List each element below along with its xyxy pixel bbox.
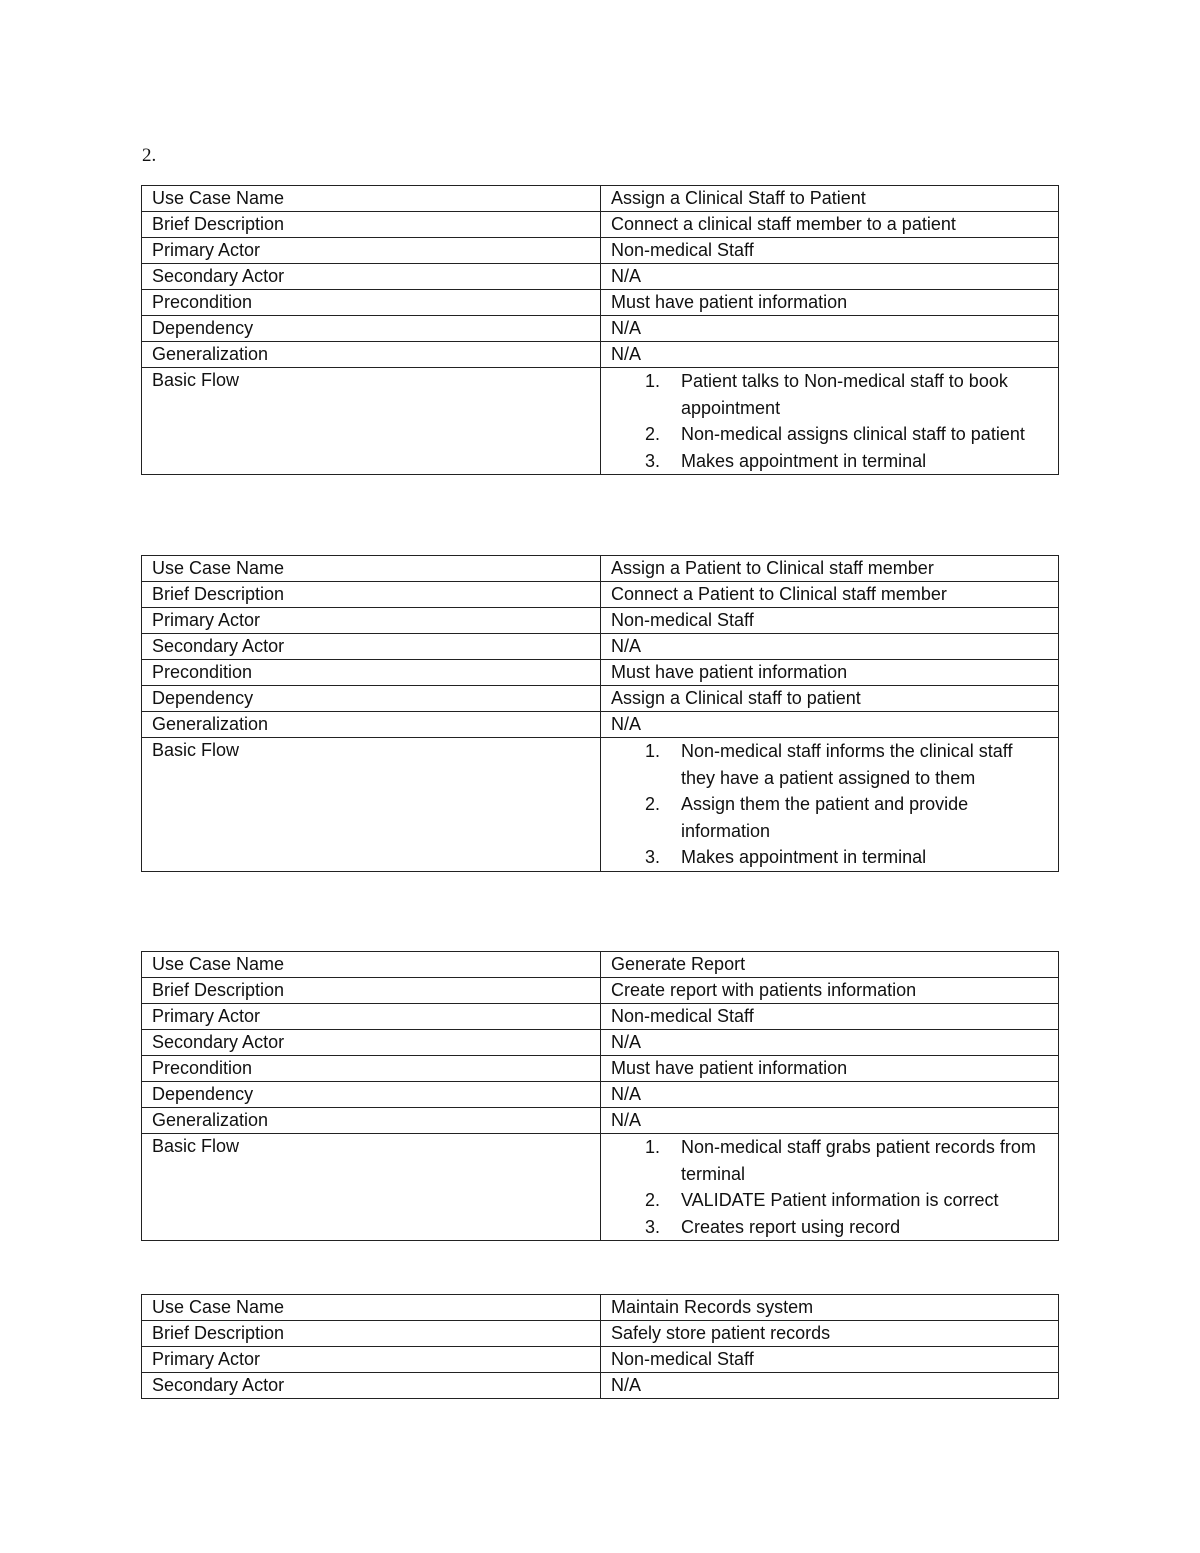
table-row	[142, 660, 1059, 686]
row-label: Basic Flow	[142, 368, 601, 475]
row-value: Safely store patient records	[601, 1321, 1059, 1347]
row-label: Basic Flow	[142, 738, 601, 872]
step-text: Non-medical staff informs the clinical staff they have a patient assigned to them	[681, 741, 1013, 788]
table-row	[142, 952, 1059, 978]
table-row	[142, 186, 1059, 212]
basic-flow-row	[142, 368, 1059, 475]
row-value: Maintain Records system	[601, 1295, 1059, 1321]
row-label: Secondary Actor	[142, 634, 601, 660]
table-row	[142, 978, 1059, 1004]
row-label: Generalization	[142, 712, 601, 738]
flow-step	[611, 791, 1048, 844]
section-number: 2.	[142, 145, 157, 166]
row-label: Dependency	[142, 1082, 601, 1108]
row-label: Brief Description	[142, 212, 601, 238]
table-row	[142, 582, 1059, 608]
flow-step	[611, 448, 1048, 475]
row-label: Use Case Name	[142, 186, 601, 212]
table-row	[142, 1321, 1059, 1347]
basic-flow-list	[611, 368, 1048, 474]
flow-step	[611, 421, 1048, 448]
row-label: Use Case Name	[142, 952, 601, 978]
row-value: Non-medical Staff	[601, 608, 1059, 634]
row-value: Non-medical Staff	[601, 1004, 1059, 1030]
row-label: Generalization	[142, 342, 601, 368]
row-label: Brief Description	[142, 1321, 601, 1347]
basic-flow-list-cell	[601, 738, 1059, 872]
table-row	[142, 1004, 1059, 1030]
step-number: 2.	[645, 1190, 661, 1210]
table-row	[142, 634, 1059, 660]
row-label: Primary Actor	[142, 1004, 601, 1030]
row-label: Secondary Actor	[142, 1373, 601, 1399]
row-value: Connect a clinical staff member to a patient	[601, 212, 1059, 238]
row-label: Dependency	[142, 686, 601, 712]
step-number: 3.	[645, 450, 661, 471]
row-label: Primary Actor	[142, 238, 601, 264]
row-label: Generalization	[142, 1108, 601, 1134]
table-row	[142, 712, 1059, 738]
row-value: Assign a Patient to Clinical staff member	[601, 556, 1059, 582]
row-value: N/A	[601, 264, 1059, 290]
row-label: Use Case Name	[142, 1295, 601, 1321]
step-text: Makes appointment in terminal	[681, 450, 927, 471]
table-row	[142, 556, 1059, 582]
flow-step	[611, 1134, 1048, 1187]
step-number: 3.	[645, 847, 661, 867]
step-text: Assign them the patient and provide information	[681, 794, 969, 841]
table-row	[142, 1030, 1059, 1056]
use-case-table	[141, 185, 1059, 475]
row-value: N/A	[601, 634, 1059, 660]
table-row	[142, 1347, 1059, 1373]
use-case-table	[141, 555, 1059, 872]
table-row	[142, 342, 1059, 368]
row-label: Secondary Actor	[142, 264, 601, 290]
row-label: Primary Actor	[142, 608, 601, 634]
row-value: N/A	[601, 1108, 1059, 1134]
table-row	[142, 316, 1059, 342]
basic-flow-row	[142, 738, 1059, 872]
basic-flow-list-cell	[601, 1134, 1059, 1241]
row-value: Must have patient information	[601, 1056, 1059, 1082]
basic-flow-row	[142, 1134, 1059, 1241]
row-value: Connect a Patient to Clinical staff member	[601, 582, 1059, 608]
row-label: Use Case Name	[142, 556, 601, 582]
step-number: 2.	[645, 794, 661, 814]
row-label: Precondition	[142, 290, 601, 316]
basic-flow-list	[611, 1134, 1048, 1240]
row-value: Assign a Clinical staff to patient	[601, 686, 1059, 712]
table-row	[142, 212, 1059, 238]
flow-step	[611, 368, 1048, 421]
table-row	[142, 1295, 1059, 1321]
row-value: N/A	[601, 342, 1059, 368]
row-label: Precondition	[142, 1056, 601, 1082]
row-value: Must have patient information	[601, 660, 1059, 686]
step-text: Creates report using record	[681, 1216, 901, 1237]
table-row	[142, 608, 1059, 634]
row-value: N/A	[601, 712, 1059, 738]
table-row	[142, 1108, 1059, 1134]
basic-flow-list-cell	[601, 368, 1059, 475]
step-number: 1.	[645, 741, 661, 761]
step-text: Patient talks to Non-medical staff to book appointment	[681, 371, 1008, 418]
table-row	[142, 1082, 1059, 1108]
step-text: Non-medical staff grabs patient records from terminal	[681, 1137, 1036, 1184]
row-value: N/A	[601, 1030, 1059, 1056]
row-value: Non-medical Staff	[601, 238, 1059, 264]
flow-step	[611, 1214, 1048, 1241]
table-row	[142, 1373, 1059, 1399]
row-label: Precondition	[142, 660, 601, 686]
use-case-table	[141, 1294, 1059, 1399]
table-row	[142, 290, 1059, 316]
step-number: 2.	[645, 424, 661, 444]
row-value: Assign a Clinical Staff to Patient	[601, 186, 1059, 212]
row-label: Brief Description	[142, 978, 601, 1004]
row-value: Non-medical Staff	[601, 1347, 1059, 1373]
row-label: Dependency	[142, 316, 601, 342]
row-value: Must have patient information	[601, 290, 1059, 316]
flow-step	[611, 1187, 1048, 1214]
row-value: Create report with patients information	[601, 978, 1059, 1004]
use-case-table	[141, 951, 1059, 1241]
row-label: Secondary Actor	[142, 1030, 601, 1056]
step-number: 3.	[645, 1216, 661, 1237]
step-number: 1.	[645, 1137, 661, 1157]
row-label: Brief Description	[142, 582, 601, 608]
row-label: Primary Actor	[142, 1347, 601, 1373]
table-row	[142, 686, 1059, 712]
table-row	[142, 238, 1059, 264]
step-text: Non-medical assigns clinical staff to patient	[681, 424, 1025, 444]
row-value: Generate Report	[601, 952, 1059, 978]
flow-step	[611, 844, 1048, 871]
basic-flow-list	[611, 738, 1048, 871]
table-row	[142, 264, 1059, 290]
step-number: 1.	[645, 371, 661, 391]
row-value: N/A	[601, 316, 1059, 342]
row-label: Basic Flow	[142, 1134, 601, 1241]
flow-step	[611, 738, 1048, 791]
step-text: VALIDATE Patient information is correct	[681, 1190, 999, 1210]
row-value: N/A	[601, 1373, 1059, 1399]
step-text: Makes appointment in terminal	[681, 847, 927, 867]
table-row	[142, 1056, 1059, 1082]
row-value: N/A	[601, 1082, 1059, 1108]
